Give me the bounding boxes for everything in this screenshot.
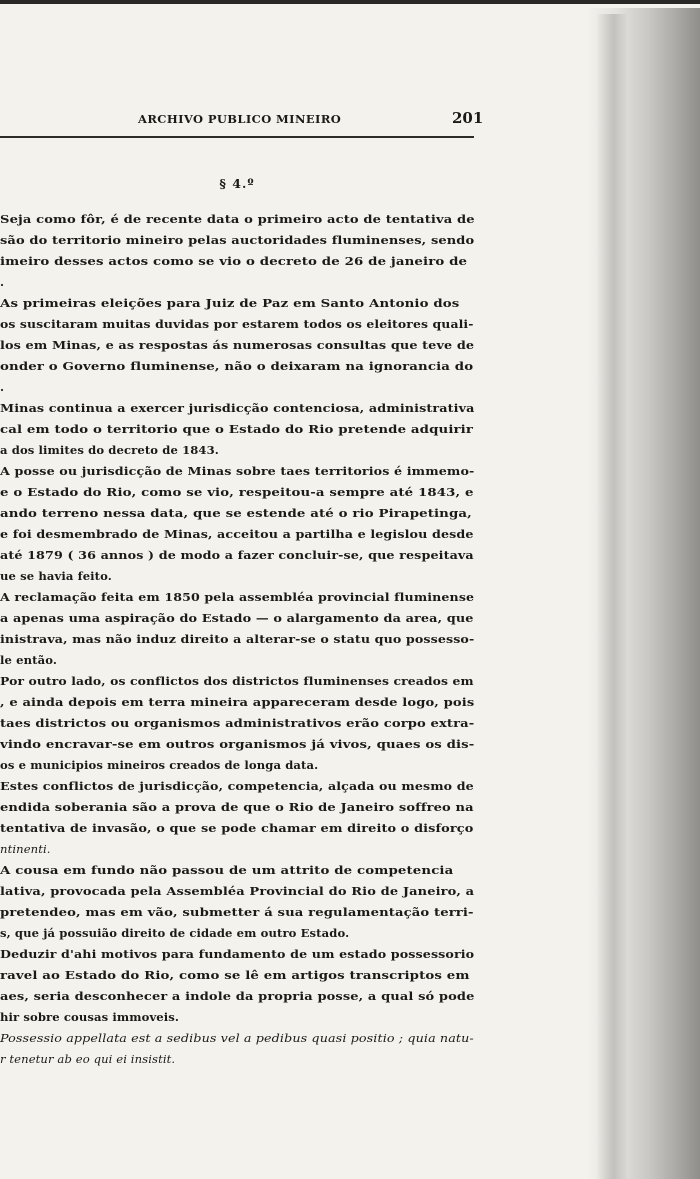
text-line: ravel ao Estado do Rio, como se lê em artigos transcriptos em	[0, 968, 470, 982]
text-line: aes, seria desconhecer a indole da propria posse, a qual só pode	[0, 989, 475, 1003]
text-line: Deduzir d'ahi motivos para fundamento de um estado possessorio	[0, 947, 475, 961]
text-line: lativa, provocada pela Assembléa Provincial do Rio de Janeiro, a	[0, 884, 475, 898]
text-line: los em Minas, e as respostas ás numerosas consultas que teve de	[0, 338, 475, 352]
text-line: Possessio appellata est a sedibus vel a pedibus quasi positio ; quia natu-	[0, 1031, 474, 1045]
text-line: inistrava, mas não induz direito a alterar-se o statu quo possesso-	[0, 632, 475, 646]
running-title: ARCHIVO PUBLICO MINEIRO	[138, 112, 342, 126]
text-line: Estes conflictos de jurisdicção, competencia, alçada ou mesmo de	[0, 779, 474, 793]
text-line: a apenas uma aspiração do Estado — o alargamento da area, que	[0, 611, 474, 625]
text-line: A reclamação feita em 1850 pela assembléa provincial fluminense	[0, 590, 475, 604]
text-line: os suscitaram muitas duvidas por estarem todos os eleitores quali-	[0, 317, 474, 331]
text-line: a dos limites do decreto de 1843.	[0, 443, 219, 457]
text-line: As primeiras eleições para Juiz de Paz em Santo Antonio dos	[0, 296, 460, 310]
text-line: imeiro desses actos como se vio o decreto de 26 de janeiro de	[0, 254, 468, 268]
text-line: pretendeo, mas em vão, submetter á sua regulamentação terri-	[0, 905, 474, 919]
text-line: r tenetur ab eo qui ei insistit.	[0, 1052, 176, 1066]
text-line: os e municipios mineiros creados de longa data.	[0, 758, 319, 772]
text-line: .	[0, 275, 5, 289]
text-line: tentativa de invasão, o que se pode chamar em direito o disforço	[0, 821, 474, 835]
text-line: e foi desmembrado de Minas, acceitou a partilha e legislou desde	[0, 527, 474, 541]
text-line: Minas continua a exercer jurisdicção contenciosa, administrativa	[0, 401, 475, 415]
text-line: s, que já possuião direito de cidade em outro Estado.	[0, 926, 350, 940]
page-number: 201	[452, 109, 484, 127]
text-line: Por outro lado, os conflictos dos districtos fluminenses creados em	[0, 674, 474, 688]
text-line: onder o Governo fluminense, não o deixaram na ignorancia do	[0, 359, 474, 373]
header-rule	[0, 136, 474, 138]
text-line: Seja como fôr, é de recente data o primeiro acto de tentativa de	[0, 212, 475, 226]
page-header	[0, 109, 484, 132]
text-line: ue se havia feito.	[0, 569, 112, 583]
text-line: , e ainda depois em terra mineira appareceram desde logo, pois	[0, 695, 475, 709]
text-line: hir sobre cousas immoveis.	[0, 1010, 180, 1024]
text-line: .	[0, 380, 5, 394]
text-line: vindo encravar-se em outros organismos já vivos, quaes os dis-	[0, 737, 475, 751]
text-line: cal em todo o territorio que o Estado do Rio pretende adquirir	[0, 422, 474, 436]
text-line: até 1879 ( 36 annos ) de modo a fazer concluir-se, que respeitava	[0, 548, 474, 562]
section-heading: § 4.º	[219, 176, 255, 191]
text-line: e o Estado do Rio, como se vio, respeitou-a sempre até 1843, e	[0, 485, 474, 499]
text-line: ntinenti.	[0, 842, 51, 856]
text-line: taes districtos ou organismos administrativos erão corpo extra-	[0, 716, 475, 730]
text-line: endida soberania são a prova de que o Rio de Janeiro soffreo na	[0, 800, 474, 814]
text-line: le então.	[0, 653, 57, 667]
text-line: A posse ou jurisdicção de Minas sobre taes territorios é immemo-	[0, 464, 475, 478]
text-line: A cousa em fundo não passou de um attrito de competencia	[0, 863, 454, 877]
text-line: são do territorio mineiro pelas auctoridades fluminenses, sendo	[0, 233, 475, 247]
gutter-shadow	[596, 14, 626, 1179]
text-line: ando terreno nessa data, que se estende até o rio Pirapetinga,	[0, 506, 472, 520]
